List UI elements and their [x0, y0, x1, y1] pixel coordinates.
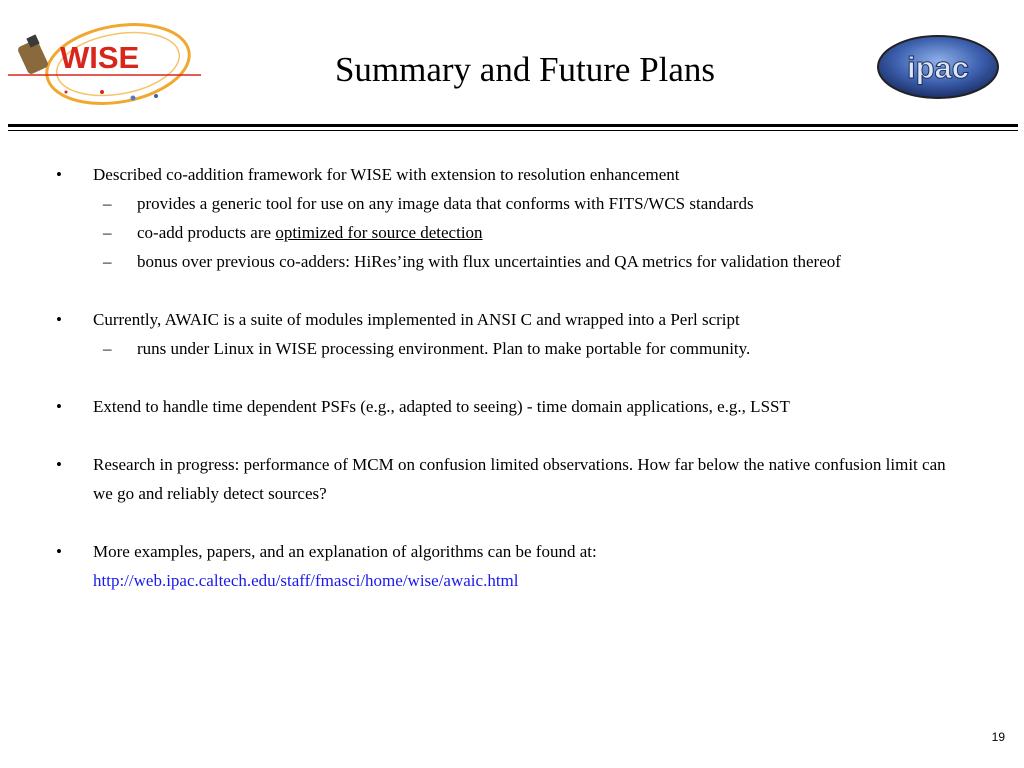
sub-bullet-text: bonus over previous co-adders: HiRes’ing with flux uncertainties and QA metrics for validation thereof — [137, 252, 841, 271]
bullet-item — [0, 160, 953, 189]
awaic-link[interactable]: http://web.ipac.caltech.edu/staff/fmasci/home/wise/awaic.html — [93, 571, 519, 590]
bullet-text: Described co-addition framework for WISE with extension to resolution enhancement — [93, 165, 680, 184]
bullet-marker: • — [56, 455, 62, 474]
bullet-text: More examples, papers, and an explanation of algorithms can be found at: — [93, 542, 597, 561]
underlined-phrase: optimized for source detection — [275, 223, 483, 242]
sub-bullet-text: runs under Linux in WISE processing environment. Plan to make portable for community. — [137, 339, 751, 358]
sub-bullet-item — [0, 334, 1024, 363]
divider — [8, 130, 1018, 131]
body-content — [0, 160, 1024, 595]
bullet-item — [0, 450, 953, 508]
bullet-marker: • — [56, 310, 62, 329]
sub-bullet-item — [0, 218, 1024, 247]
dash-marker: – — [103, 194, 112, 213]
dash-marker: – — [103, 223, 112, 242]
dash-marker: – — [103, 252, 112, 271]
bullet-text: Extend to handle time dependent PSFs (e.g., adapted to seeing) - time domain applications, e.g., LSST — [93, 397, 790, 416]
bullet-item — [0, 305, 953, 334]
ipac-logo-text: ipac — [906, 50, 970, 85]
wise-logo-text: WISE — [60, 40, 140, 75]
bullet-marker: • — [56, 542, 62, 561]
bullet-marker: • — [56, 397, 62, 416]
divider — [8, 124, 1018, 127]
sub-bullet-text: co-add products are — [137, 223, 276, 242]
page-number: 19 — [991, 730, 1005, 744]
dash-marker: – — [103, 339, 112, 358]
sub-bullet-item — [0, 247, 1024, 276]
bullet-item — [0, 392, 953, 421]
page-title: Summary and Future Plans — [334, 50, 716, 89]
bullet-text: Currently, AWAIC is a suite of modules implemented in ANSI C and wrapped into a Perl script — [93, 310, 740, 329]
sub-bullet-text: provides a generic tool for use on any image data that conforms with FITS/WCS standards — [137, 194, 754, 213]
sub-bullet-item — [0, 189, 1024, 218]
bullet-marker: • — [56, 165, 62, 184]
bullet-item — [0, 537, 953, 566]
bullet-text: Research in progress: performance of MCM on confusion limited observations. How far below the native confusion limit can we go and reliably detect sources? — [93, 455, 946, 503]
